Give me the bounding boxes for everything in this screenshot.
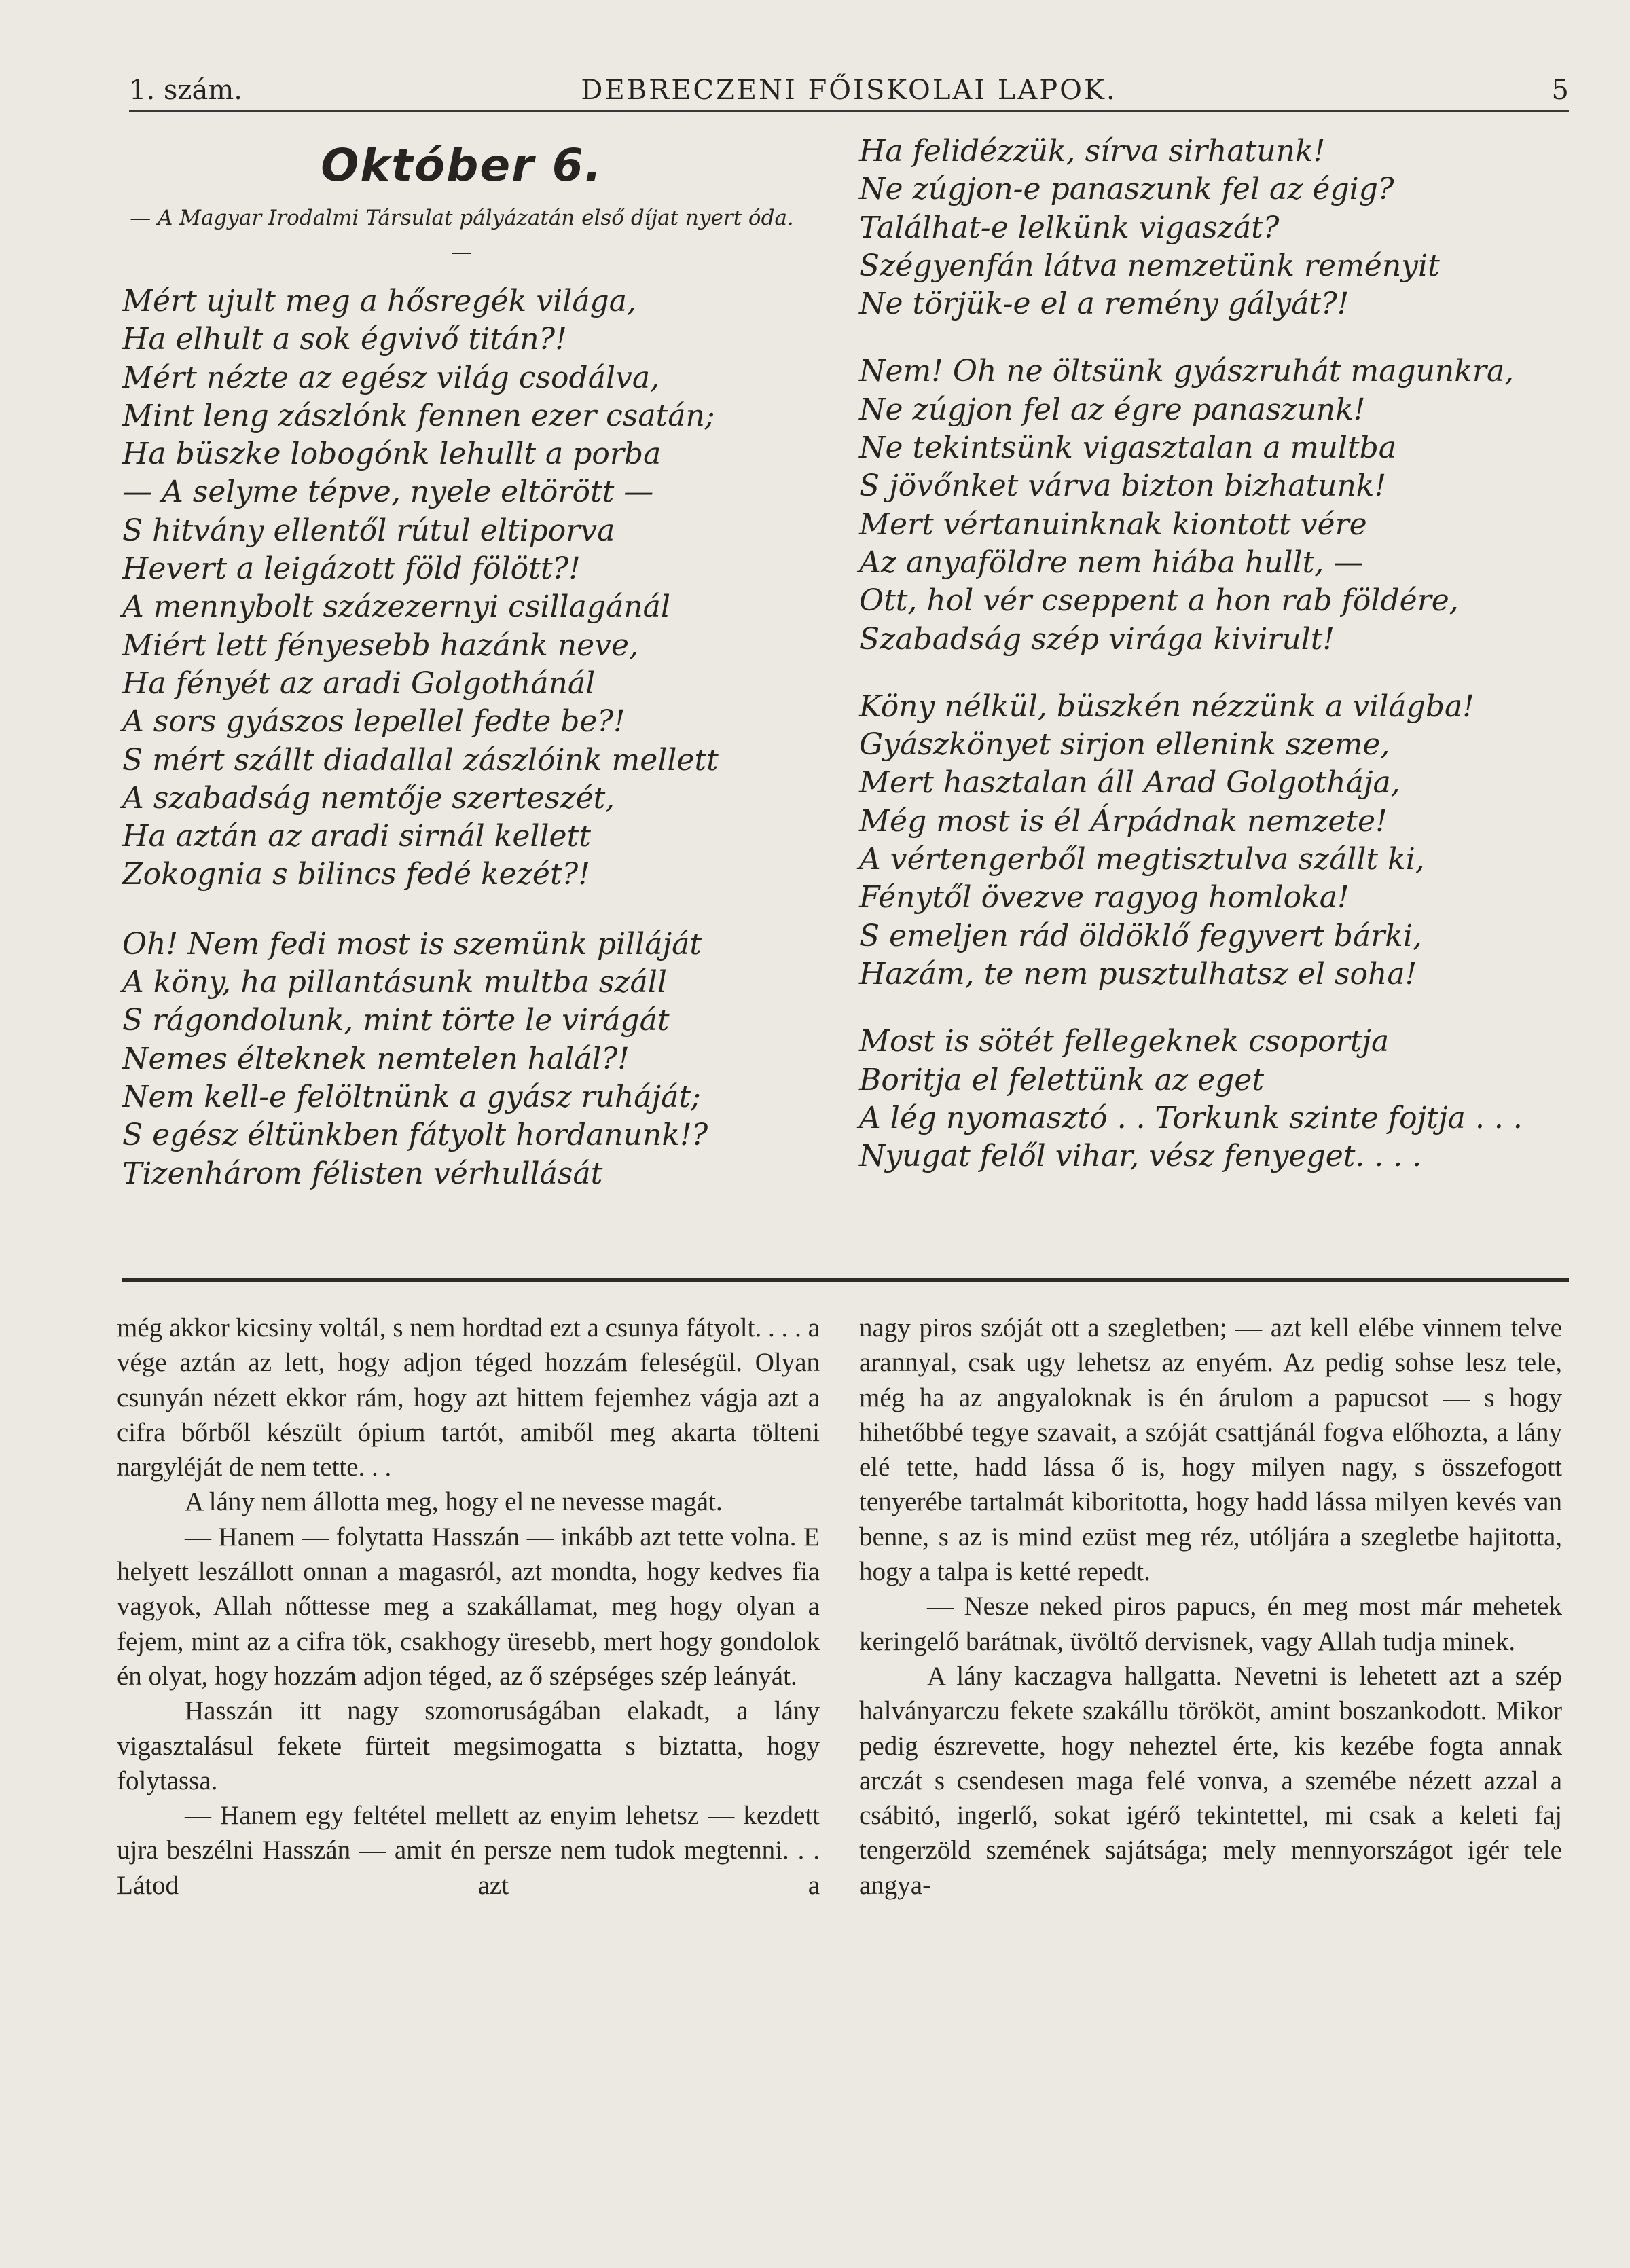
poem-right-stanzas [859,132,1538,1175]
poem-title: Október 6. [321,139,603,191]
running-header [129,62,1569,112]
poem-line: A köny, ha pillantásunk multba száll [122,965,667,1000]
poem-line: Mért nézte az egész világ csodálva, [122,360,660,395]
poem-line: A szabadság nemtője szerteszét, [122,780,615,816]
poem-column-right [859,126,1538,1175]
poem-line: Még most is él Árpádnak nemzete! [859,803,1388,839]
poem-line: Mert hasztalan áll Arad Golgothája, [859,765,1400,801]
poem-line: Boritja el felettünk az eget [859,1062,1265,1097]
poem-stanza [859,688,1538,993]
poem-line: Hazám, te nem pusztulhatsz el soha! [859,956,1417,991]
poem-subtitle: — A Magyar Irodalmi Társulat pályázatán első díjat nyert óda. — [130,206,794,264]
poem-line: Az anyaföldre nem hiába hullt, — [859,545,1364,580]
poem-line: Gyászkönyet sirjon ellenink szeme, [859,727,1390,763]
poem-line: Szabadság szép virága kivirult! [859,621,1335,657]
poem-stanza [859,352,1538,658]
poem-line: Ha fényét az aradi Golgothánál [122,665,596,701]
issue-number: 1. szám. [129,75,242,106]
page-number: 5 [1551,75,1569,106]
poem-line: Tizenhárom félisten vérhullását [122,1156,603,1191]
poem-line: Mert vértanuinknak kiontott vére [859,507,1367,542]
poem-line: A vértengerből megtisztulva szállt ki, [859,842,1425,877]
poem-line: S mért szállt diadallal zászlóink mellett [122,742,719,778]
poem-left-stanzas [122,282,801,1193]
poem-stanza [859,1023,1538,1175]
poem-line: Ha elhult a sok égvivő titán?! [122,322,567,357]
poem-line: Mért ujult meg a hősregék világa, [122,284,636,318]
poem-line: Ha büszke lobogónk lehullt a porba [122,437,662,472]
poem-line: Ne törjük-e el a remény gályát?! [859,287,1350,322]
poem-line: S rágondolunk, mint törte le virágát [122,1003,670,1038]
poem-line: Ha felidézzük, sírva sirhatunk! [859,134,1326,168]
poem-line: Fénytől övezve ragyog homloka! [859,880,1350,915]
prose-paragraph: nagy piros szóját ott a szegletben; — azt kell elébe vinnem telve arannyal, csak ugy lehetsz az enyém. Az pedig sohse lesz tele, még ha az angyaloknak is én árulom a papucsot — s hogy hihetőbbé tegye szavait, a szóját csattjánál fogva előhozta, a lány elé tette, hadd lássa ő is, hogy milyen nagy, s összefogott tenyerébe tartalmát kiboritotta, hogy hadd lássa milyen kevés van benne, s az is mind ezüst meg réz, utóljára a szegletbe hajitotta, hogy a talpa is ketté repedt. [859,1313,1562,1587]
poem-line: Miért lett fényesebb hazánk neve, [122,627,639,663]
poem-line: S egész éltünkben fátyolt hordanunk!? [122,1118,708,1153]
prose-paragraph: A lány nem állotta meg, hogy el ne nevesse magát. [185,1487,723,1517]
poem-line: S emeljen rád öldöklő fegyvert bárki, [859,918,1422,953]
poem-line: Nemes élteknek nemtelen halál?! [122,1041,630,1076]
prose-paragraph: — Hanem egy feltétel mellett az enyim lehetsz — kezdett ujra beszélni Hasszán — amit én persze nem tudok megtenni. . . Látod azt a [117,1801,820,1900]
poem-stanza [859,132,1538,323]
poem-line: — A selyme tépve, nyele eltörött — [122,475,654,510]
poem-line: Nyugat felől vihar, vész fenyeget. . . . [859,1139,1422,1174]
poem-line: S hitvány ellentől rútul eltiporva [122,513,615,548]
poem-line: Nem kell-e felöltnünk a gyász ruháját; [122,1079,701,1114]
poem-line: Ne zúgjon-e panaszunk fel az égig? [859,172,1394,207]
journal-title: DEBRECZENI FŐISKOLAI LAPOK. [581,75,1117,106]
poem-line: Találhat-e lelkünk vigaszát? [859,210,1280,245]
prose-paragraph: A lány kaczagva hallgatta. Nevetni is lehetett azt a szép halványarczu fekete szakállu törököt, amint boszankodott. Mikor pedig észrevette, hogy neheztel érte, kis kezébe fogta annak arczát s csendesen maga felé vonva, a szemébe nézett azzal a csábitó, ingerlő, sokat igérő tekintettel, mi csak a keleti faj tengerzöld szemének sajátsága; mely mennyországot igér tele angya- [859,1661,1562,1900]
poem-line: Szégyenfán látva nemzetünk reményit [859,248,1440,283]
poem-column-left [122,126,801,1193]
prose-paragraph: — Nesze neked piros papucs, én meg most már mehetek keringelő barátnak, üvöltő dervisnek, vagy Allah tudja minek. [859,1592,1562,1656]
poem-line: A mennybolt százezernyi csillagánál [122,589,670,625]
poem-line: Köny nélkül, büszkén nézzünk a világba! [859,689,1474,724]
poem-line: A lég nyomasztó . . Torkunk szinte fojtja . . . [859,1100,1523,1135]
poem-line: Zokognia s bilincs fedé kezét?! [122,857,590,892]
prose-paragraph: Hasszán itt nagy szomoruságában elakadt, a lány vigasztalásul fekete fürteit megsimogatta s biztatta, hogy folytassa. [117,1696,820,1795]
prose-column-right [859,1311,1562,1903]
poem-line: Mint leng zászlónk fennen ezer csatán; [122,398,715,433]
poem-line: S jövőnket várva bizton bizhatunk! [859,469,1387,504]
poem-line: Oh! Nem fedi most is szemünk pilláját [122,926,702,962]
section-divider [122,1278,1569,1282]
poem-stanza [122,926,801,1193]
poem-line: Nem! Oh ne öltsünk gyászruhát magunkra, [859,354,1515,389]
poem-stanza [122,282,801,894]
poem-line: A sors gyászos lepellel fedte be?! [122,704,626,739]
poem-line: Ha aztán az aradi sirnál kellett [122,819,591,854]
poem-line: Ott, hol vér cseppent a hon rab földére, [859,583,1459,619]
prose-paragraph: — Hanem — folytatta Hasszán — inkább azt tette volna. E helyett leszállott onnan a magasról, azt mondta, hogy kedves fia vagyok, Allah nőttesse meg a szakállamat, meg hogy olyan a fejem, mint az a cifra tök, csakhogy üresebb, mert hogy gondolok én olyat, hogy hozzám adjon téged, az ő szépséges szép leányát. [117,1522,820,1691]
poem-line: Most is sötét fellegeknek csoportja [859,1024,1390,1059]
poem-line: Hevert a leigázott föld fölött?! [122,551,581,587]
poem-line: Ne tekintsünk vigasztalan a multba [859,431,1396,466]
poem-line: Ne zúgjon fel az égre panaszunk! [859,392,1366,427]
prose-column-left [117,1311,820,1903]
prose-paragraph: még akkor kicsiny voltál, s nem hordtad ezt a csunya fátyolt. . . . a vége aztán az lett, hogy adjon téged hozzám feleségül. Olyan csunyán nézett ekkor rám, hogy azt hittem fejemhez vágja azt a cifra bőrből készült ópium tartót, amiből meg akarta tölteni nargyléját de nem tette. . . [117,1313,820,1482]
